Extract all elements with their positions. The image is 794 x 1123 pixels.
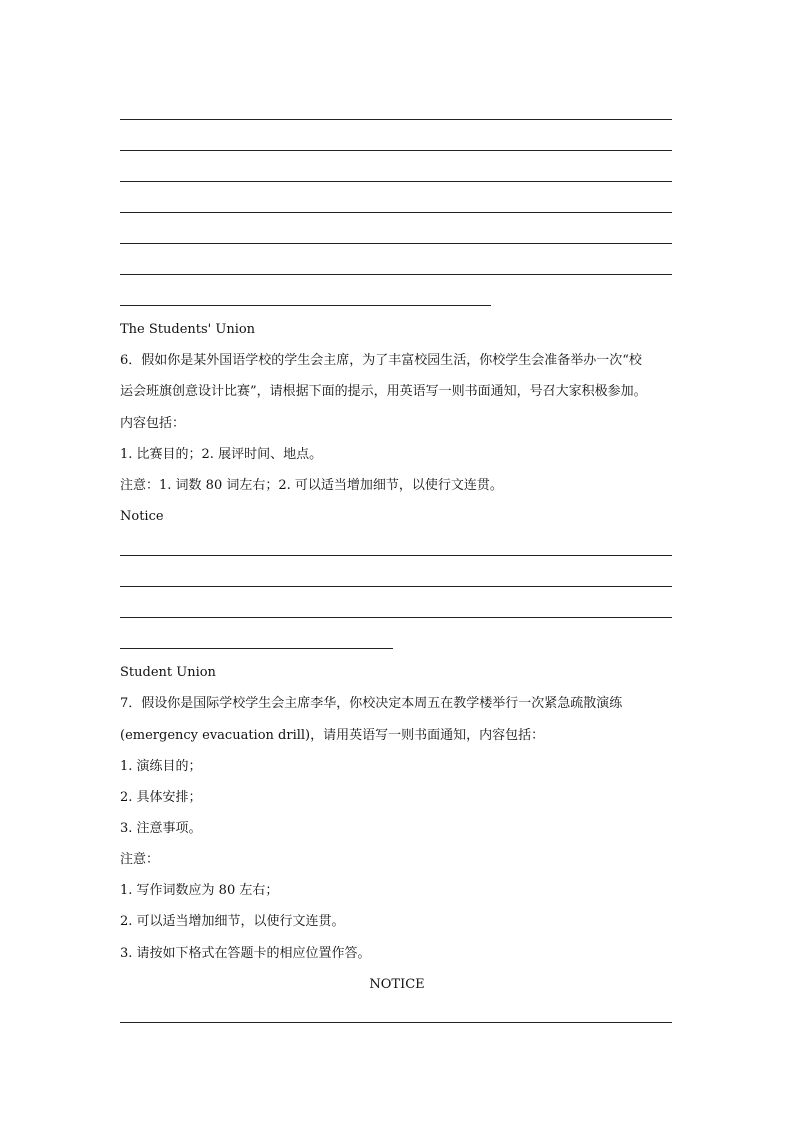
answer-line	[120, 305, 491, 306]
note-item: 3. 请按如下格式在答题卡的相应位置作答。	[120, 946, 371, 961]
answer-line	[120, 243, 672, 244]
question-6-line-2: 运会班旗创意设计比赛”，请根据下面的提示，用英语写一则书面通知，号召大家积极参加。	[120, 384, 647, 399]
notes-heading: 注意：	[120, 852, 160, 867]
note-item: 1. 写作词数应为 80 左右；	[120, 883, 279, 898]
notes: 注意：1. 词数 80 词左右；2. 可以适当增加细节，以使行文连贯。	[120, 478, 503, 493]
question-number: 6．	[120, 353, 142, 368]
content-item: 1. 演练目的；	[120, 759, 202, 774]
question-7-line-2: (emergency evacuation drill)，请用英语写一则书面通知，内容包括：	[120, 728, 545, 743]
question-text: 假如你是某外国语学校的学生会主席，为了丰富校园生活，你校学生会准备举办一次“校	[141, 353, 642, 368]
content-heading: 内容包括：	[120, 416, 186, 431]
question-6-line-1	[120, 353, 642, 369]
answer-line	[120, 119, 672, 120]
question-number: 7．	[120, 696, 142, 711]
answer-line	[120, 212, 672, 213]
notice-heading: Notice	[120, 509, 164, 524]
signature-student-union: Student Union	[120, 665, 216, 680]
content-item: 3. 注意事项。	[120, 821, 202, 836]
question-7-line-1	[120, 696, 622, 712]
signature-students-union: The Students' Union	[120, 322, 256, 337]
answer-line	[120, 274, 672, 275]
question-text: 假设你是国际学校学生会主席李华，你校决定本周五在教学楼举行一次紧急疏散演练	[141, 696, 623, 711]
content-points: 1. 比赛目的；2. 展评时间、地点。	[120, 447, 323, 462]
answer-line	[120, 617, 672, 618]
content-item: 2. 具体安排；	[120, 790, 202, 805]
answer-line	[120, 586, 672, 587]
answer-line	[120, 181, 672, 182]
notice-title: NOTICE	[369, 977, 425, 992]
answer-line	[120, 648, 393, 649]
answer-line	[120, 150, 672, 151]
answer-line	[120, 1022, 672, 1023]
note-item: 2. 可以适当增加细节，以使行文连贯。	[120, 914, 345, 929]
answer-line	[120, 555, 672, 556]
